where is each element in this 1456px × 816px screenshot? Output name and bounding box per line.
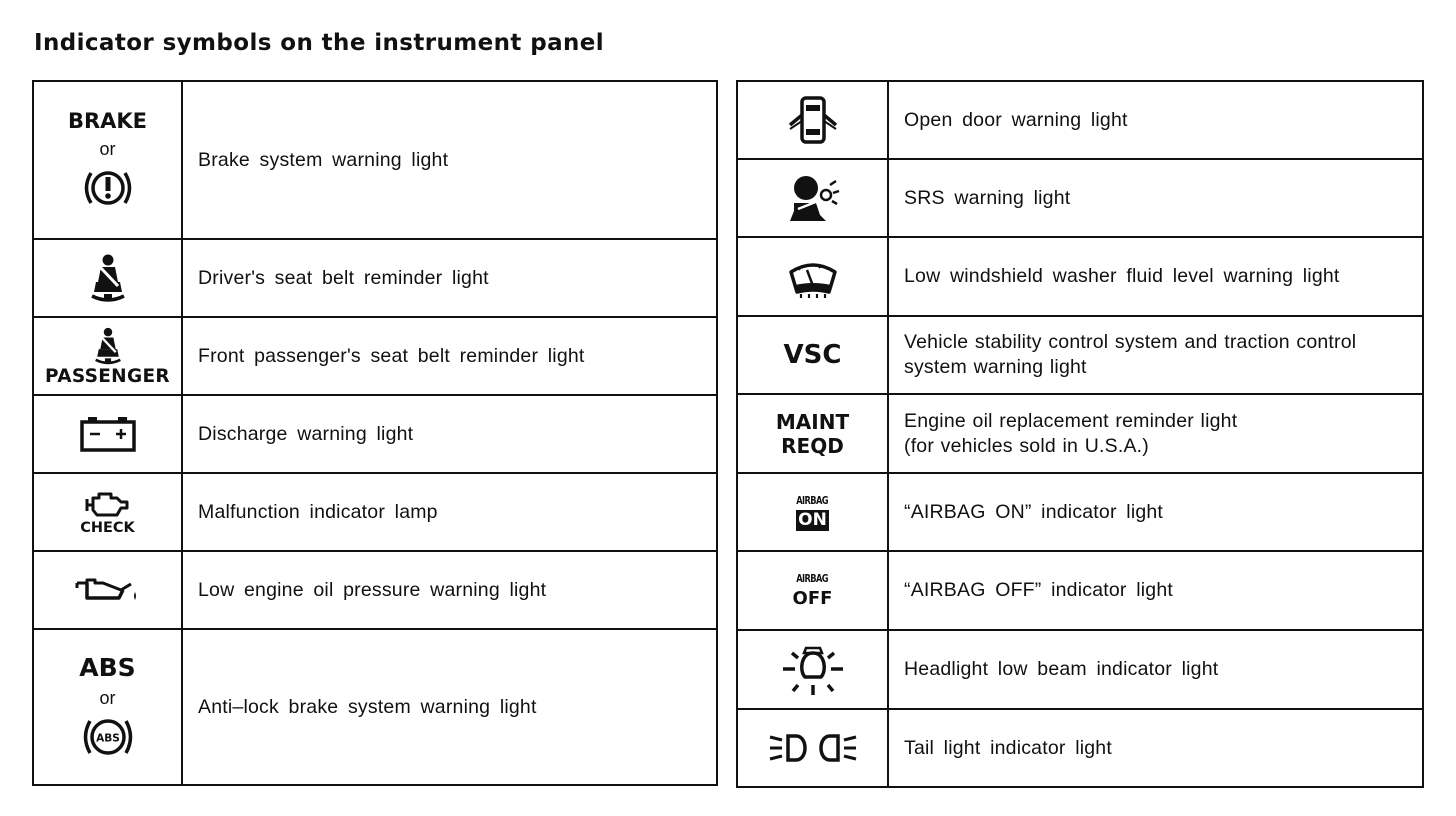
headlight-icon (781, 641, 845, 699)
symbol-cell (33, 317, 182, 395)
description-cell: Low engine oil pressure warning light (182, 551, 717, 629)
description-cell: “AIRBAG OFF” indicator light (888, 551, 1423, 630)
symbol-cell (737, 394, 888, 473)
description-line: (for vehicles sold in U.S.A.) (904, 434, 1149, 457)
airbag-on-badge: ON (798, 509, 827, 530)
symbol-cell (737, 473, 888, 551)
airbag-off-badge: OFF (792, 588, 833, 609)
description-cell: Vehicle stability control system and traction control system warning light (888, 316, 1423, 394)
table-row (33, 317, 717, 395)
airbag-label: AIRBAG (796, 572, 829, 585)
symbol-cell (33, 81, 182, 239)
tail-light-icon (768, 728, 858, 768)
description-cell: Driver's seat belt reminder light (182, 239, 717, 317)
vsc-text: VSC (783, 340, 842, 370)
description-cell: SRS warning light (888, 159, 1423, 237)
symbol-cell (33, 395, 182, 473)
description-cell (888, 394, 1423, 473)
table-row (737, 551, 1423, 630)
table-row (33, 81, 717, 239)
table-row (737, 159, 1423, 237)
table-row (33, 473, 717, 551)
table-row (33, 629, 717, 785)
reqd-text: REQD (781, 433, 844, 458)
battery-icon (78, 414, 138, 454)
washer-fluid-icon (785, 254, 841, 300)
page-title: Indicator symbols on the instrument panel (34, 30, 605, 56)
symbol-cell (737, 81, 888, 159)
symbol-cell (737, 237, 888, 316)
right-indicator-table (736, 80, 1424, 788)
description-line: Engine oil replacement reminder light (904, 409, 1238, 432)
symbol-cell (737, 316, 888, 394)
table-row (33, 551, 717, 629)
seatbelt-icon (88, 326, 128, 366)
symbol-cell (737, 551, 888, 630)
or-label: or (99, 688, 116, 708)
table-row (33, 239, 717, 317)
table-row (737, 316, 1423, 394)
table-row (737, 709, 1423, 787)
description-cell: Malfunction indicator lamp (182, 473, 717, 551)
description-cell: “AIRBAG ON” indicator light (888, 473, 1423, 551)
passenger-text: PASSENGER (45, 365, 170, 387)
description-cell: Brake system warning light (182, 81, 717, 239)
airbag-label: AIRBAG (796, 493, 829, 507)
left-indicator-table (32, 80, 718, 786)
open-door-icon (784, 95, 842, 145)
symbol-cell (737, 159, 888, 237)
table-row (737, 630, 1423, 709)
abs-icon-label: ABS (95, 732, 120, 745)
description-cell: Headlight low beam indicator light (888, 630, 1423, 709)
symbol-cell (33, 473, 182, 551)
symbol-cell (737, 630, 888, 709)
abs-icon (78, 713, 138, 761)
oil-can-icon (73, 574, 143, 606)
check-text: CHECK (80, 519, 135, 536)
description-cell: Open door warning light (888, 81, 1423, 159)
maint-text: MAINT (775, 409, 850, 434)
symbol-cell (33, 629, 182, 785)
brake-icon (79, 164, 137, 212)
brake-text: BRAKE (67, 108, 148, 133)
table-row (33, 395, 717, 473)
table-row (737, 394, 1423, 473)
table-row (737, 473, 1423, 551)
symbol-cell (33, 551, 182, 629)
abs-text: ABS (79, 653, 136, 682)
description-cell: Front passenger's seat belt reminder light (182, 317, 717, 395)
srs-airbag-icon (784, 171, 842, 225)
seatbelt-icon (82, 252, 134, 304)
symbol-cell (33, 239, 182, 317)
description-cell: Low windshield washer fluid level warning light (888, 237, 1423, 316)
table-row (737, 81, 1423, 159)
symbol-cell (737, 709, 888, 787)
or-label: or (99, 138, 116, 159)
engine-icon (81, 489, 135, 521)
table-row (737, 237, 1423, 316)
description-cell: Discharge warning light (182, 395, 717, 473)
description-cell: Tail light indicator light (888, 709, 1423, 787)
description-cell: Anti–lock brake system warning light (182, 629, 717, 785)
